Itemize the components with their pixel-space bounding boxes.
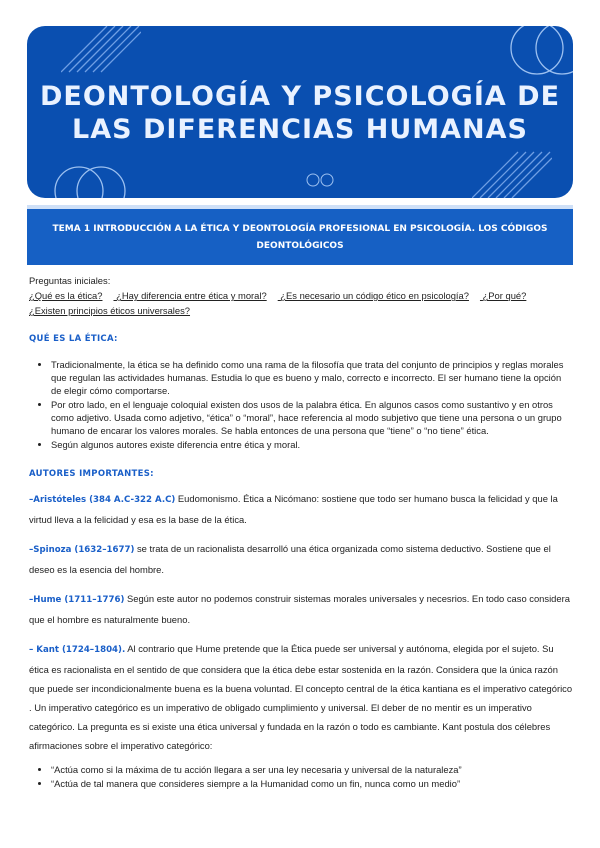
author-name: –Aristóteles (384 A.C-322 A.C) (29, 495, 176, 505)
list-item: • Tradicionalmente, la ética se ha definido como una rama de la filosofía que trata del conjunto de principios y reglas morales que regulan las actividades humanas. Estudia lo que es bueno y malo, correcto e incorrecto. El ser humano tiene la opción de elegir cómo comportarse. (51, 358, 574, 397)
list-item: • “Actúa como si la máxima de tu acción llegara a ser una ley necesaria y universal de la naturaleza” (51, 763, 574, 776)
header-banner (27, 26, 573, 198)
page-title (27, 80, 573, 146)
list-item: • Por otro lado, en el lenguaje coloquial existen dos usos de la palabra ética. En algunos casos como sustantivo y en otros como adjetivo. Usada como adjetivo, “ética” o “moral”, hace referencia al modo subjetivo que tiene una persona o un grupo humano de encarar los valores morales. Se habla entonces de una persona que “tiene” o “no tiene” ética. (51, 398, 574, 437)
topic-title: TEMA 1 INTRODUCCIÓN A LA ÉTICA Y DEONTOLOGÍA PROFESIONAL EN PSICOLOGÍA. LOS CÓDIGOS DEONTOLÓGICOS (52, 224, 548, 251)
question-item: ¿Existen principios éticos universales? (29, 305, 191, 316)
author-kant (29, 639, 574, 755)
question-item: ¿Qué es la ética? (29, 290, 103, 301)
question-item: ¿Hay diferencia entre ética y moral? (116, 290, 267, 301)
topic-bar (27, 205, 573, 265)
author-text: Al contrario que Hume pretende que la Ética puede ser universal y autónoma, elegida por el sujeto. Su ética es racionalista en el sentido de que considera que la ética debe estar sostenida en la razón. Considera que la única razón que puede ser incondicionalmente buena es la buena voluntad. El concepto central de la ética kantiana es el imperativo categórico . Un imperativo categórico es un imperativo de obligado cumplimiento y universal. El deber de no mentir es un imperativo categórico. La pregunta es si existe una ética universal y fundada en la razón o todo es cambiante. Kant postula dos célebres afirmaciones sobre el imperativo categórico: (29, 643, 573, 751)
section-heading-que-es: QUÉ ES LA ÉTICA: (29, 334, 118, 344)
question-item: ¿Es necesario un código ético en psicología? (280, 290, 469, 301)
list-item: • Según algunos autores existe diferencia entre ética y moral. (51, 438, 574, 451)
author-hume (29, 589, 574, 629)
stripes-bottom-right (472, 150, 552, 198)
author-name: – Kant (1724–1804). (29, 645, 126, 655)
kant-list (29, 763, 574, 790)
section-heading-autores: AUTORES IMPORTANTES: (29, 469, 154, 479)
author-text: Según este autor no podemos construir sistemas morales universales y necesrios. En todo caso considera que el hombre es naturalmente bueno. (29, 593, 570, 625)
author-name: –Spinoza (1632–1677) (29, 545, 135, 555)
stripes-top-left (61, 26, 141, 74)
author-name: –Hume (1711–1776) (29, 595, 125, 605)
questions-line-1 (29, 289, 574, 302)
questions-line-2 (29, 304, 574, 317)
questions-label: Preguntas iniciales: (29, 275, 111, 286)
author-text: Eudomonismo. Ética a Nicómano: sostiene que todo ser humano busca la felicidad y que la virtud lleva a la felicidad y esa es la base de la ética. (29, 493, 558, 525)
list-item: • “Actúa de tal manera que consideres siempre a la Humanidad como un fin, nunca como un medio” (51, 777, 574, 790)
author-text: se trata de un racionalista desarrolló una ética organizada como sistema deductivo. Sostiene que el deseo es la esencia del hombre. (29, 543, 551, 575)
que-es-list (29, 358, 574, 451)
title-line-1: DEONTOLOGÍA Y PSICOLOGÍA DE (39, 81, 561, 112)
author-aristoteles (29, 489, 574, 529)
title-line-2: LAS DIFERENCIAS HUMANAS (72, 114, 528, 145)
main-content (29, 274, 574, 791)
question-item: ¿Por qué? (482, 290, 527, 301)
author-spinoza (29, 539, 574, 579)
